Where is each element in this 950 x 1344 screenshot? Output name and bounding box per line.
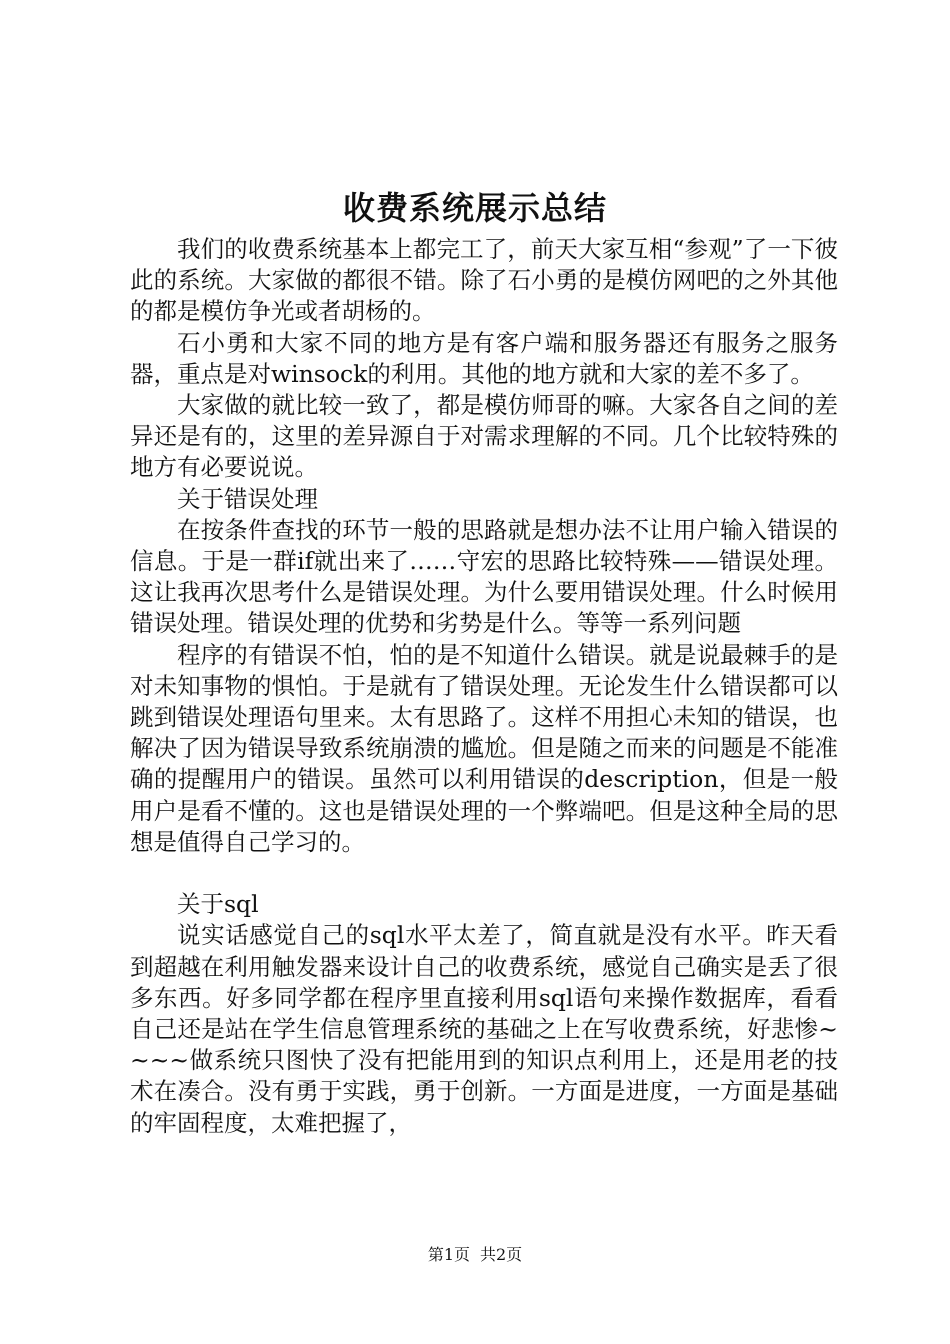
document-title: 收费系统展示总结 <box>342 189 607 227</box>
paragraph: 大家做的就比较一致了，都是模仿师哥的嘛。大家各自之间的差异还是有的，这里的差异源自于对需求理解的不同。几个比较特殊的地方有必要说说。 <box>130 391 838 482</box>
paragraph: 说实话感觉自己的sql水平太差了，简直就是没有水平。昨天看到超越在利用触发器来设计自己的收费系统，感觉自己确实是丢了很多东西。好多同学都在程序里直接利用sql语句来操作数据库，看看自己还是站在学生信息管理系统的基础之上在写收费系统，好悲惨~~~~做系统只图快了没有把能用到的知识点利用上，还是用老的技术在凑合。没有勇于实践，勇于创新。一方面是进度，一方面是基础的牢固程度，太难把握了， <box>130 921 838 1137</box>
page-number: 第1页 <box>427 1245 470 1264</box>
blank-line <box>130 858 838 889</box>
paragraph: 石小勇和大家不同的地方是有客户端和服务器还有服务之服务器，重点是对winsock的利用。其他的地方就和大家的差不多了。 <box>130 328 838 388</box>
document-body <box>130 234 838 1139</box>
paragraph: 在按条件查找的环节一般的思路就是想办法不让用户输入错误的信息。于是一群if就出来了……守宏的思路比较特殊——错误处理。这让我再次思考什么是错误处理。为什么要用错误处理。什么时候用错误处理。错误处理的优势和劣势是什么。等等一系列问题 <box>130 515 838 638</box>
section-heading: 关于错误处理 <box>177 484 318 513</box>
paragraph: 我们的收费系统基本上都完工了，前天大家互相“参观”了一下彼此的系统。大家做的都很不错。除了石小勇的是模仿网吧的之外其他的都是模仿争光或者胡杨的。 <box>130 235 838 326</box>
page-total: 共2页 <box>480 1245 523 1264</box>
section-heading: 关于sql <box>177 890 259 919</box>
paragraph: 程序的有错误不怕，怕的是不知道什么错误。就是说最棘手的是对未知事物的惧怕。于是就有了错误处理。无论发生什么错误都可以跳到错误处理语句里来。太有思路了。这样不用担心未知的错误，也解决了因为错误导致系统崩溃的尴尬。但是随之而来的问题是不能准确的提醒用户的错误。虽然可以利用错误的description，但是一般用户是看不懂的。这也是错误处理的一个弊端吧。但是这种全局的思想是值得自己学习的。 <box>130 640 838 856</box>
page-footer <box>0 1244 950 1266</box>
